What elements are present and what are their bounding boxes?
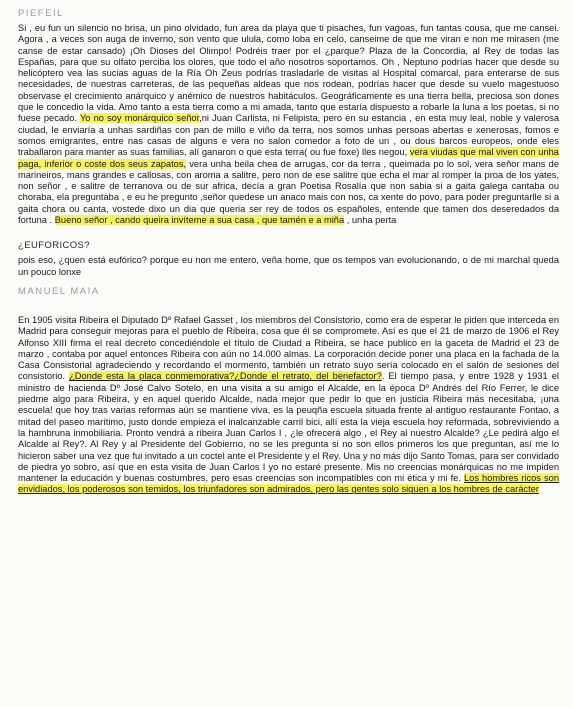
highlighted-text: vera viudas que mal viven con unha paga, inferior o coste dos seus zapatos,	[18, 147, 559, 169]
highlighted-text: Yo no soy monárquico señor	[79, 113, 200, 124]
body-text: . El tiempo pasa, y entre 1928 y 1931 el ministro de hacienda Dº José Calvo Sotelo, en una visita a su amigo el Alcalde, en la época Dº Andrés del Río Ferrer, le dice piedme algo para Ribeira, y en aquel querido Alcalde, nada mejor que pedir lo que en justicia Ribeira más necesitaba, ¡una escuela! que hoy tras varias reformas aún se mantiene viva, es la peuqña escuela situada frente al antiguo restaurante Fontao, a mitad del paseo marítimo, justo donde empieza el inalcanzable carril bici, allí esta la vieja escuela hoy reformada, sobreviviendo a la hambruna inmobiliaria. Pronto vendrá a ribeira Juan Carlos I , ¿le ofrecerá algo , el Rey al nuestro Alcalde? ¿Le pedirá algo el Alcalde al Rey?. Al Rey y al Presidente del Gobierno, no se les pregunta si no son ellos primeros los que preguntan, así me lo hicieron saber una vez que fui invitado a un coctel ante el Presidente y el Rey. Una y no más dijo Santo Tomas, para ser convidado de piedra yo sobro, así que en esta visita de Juan Carlos I yo no estaré presente. Mis no creencias monárquicas no me impiden mantener la educación y buenas costumbres, pero esas creencias son incompatibles con mi ética y mi fe.	[18, 371, 559, 484]
highlighted-text: Bueno señor , cando queira invíteme a sua casa , que tamén e a miña	[54, 215, 345, 226]
highlighted-text: ¿Donde esta la placa conmemorativa?¿Donde el retrato, del benefactor?	[69, 371, 382, 382]
section-euforicos	[18, 240, 559, 278]
body-text: Si , eu fun un silencio no brisa, un pino olvidado, fun area da playa que ti pisaches, fun vagoas, fun tantas cousa, que me cansei. Agora , a veces son auga de inverno, son vento que ulula, como loba en celo, canseime de que me viran e non me mirasen (me canse de estar cansado) ¡Oh Dioses del Olimpo! Podréis traer por el ¿parque? Plaza de la Concordia, al Rey de todas las Españas, para que su olfato perciba los olores, que todo el año nosotros soportamos. Oh , Neptuno podrías hacer que desde su helicóptero vea las sucias aguas de la Ría Oh Zeus podrías trasladarle de visitas al Hospital comarcal, para enterarse de sus necesidades, de nuestras carreteras, de las pequeñas aldeas que nos rodean, podrías hacer que desde su vuelo magestuoso observase el crecimiento anárquico y anémico de nuestros habitáculos. Geográficamente es una tierra bella, preciosa son dones que le concedio la vida. Amo tanto a esta tierra como a mi amada, tanto que estaría dispuesto a robarle la luna a los poetas, si no fuese pecado.	[18, 23, 559, 124]
section-manuel-maia	[18, 286, 559, 496]
body-text: pois eso, ¿quen está eufórico? porque eu non me entero, veña home, que os tempos van evolucionando, o de mi marchal queda un pouco lonxe	[18, 255, 559, 277]
body-text: ,ni Juan Carlista, ni Felipista, pero en su estancia , en esta muy leal, noble y valerosa ciudad, le enviaría a unhas sardiñas con pan de millo e viño da terra, nos somos unhas persoas abertas e xenerosas, fomos e somos emigrantes, entre nas casas de alguns e vera no salon comedor a foto de un , ou dous barcos europeos, onde eles traballaron para manter as suas familias, alí ganaron o que esta terra( ou fue foxe) lles negou,	[18, 113, 560, 158]
section-title: MANUEL MAIA	[18, 285, 100, 297]
section-title: ¿EUFORICOS?	[18, 240, 90, 252]
body-text: En 1905 visita Ribeira el Diputado Dº Rafael Gasset , los miembros del Consistorio, como era de esperar le piden que interceda en Madrid para conseguir mejoras para el pueblo de Ribeira, cosa que él se compromete. Así es que el 21 de marzo de 1906 el Rey Alfonso XIII firma el real decreto concediéndole el título de Ciudad a Ribeira, se hace publico en la gaceta de Madrid el 23 de marzo , contaba por aquel entonces Ribeira con aún no 14.000 almas. La corporación decide poner una placa en la fachada de la Casa Consistorial agradeciendo y recordando el mormento, también un retrato suyo sería colocado en el salón de sesiones del consistorio.	[18, 314, 559, 382]
highlighted-text: Los hombres ricos son envidiados, los poderosos son temidos, los triunfadores son admirados, pero las gentes solo siguen a los hombres de carácter	[18, 473, 559, 495]
body-text: vera unha beila chea de arrugas, cor da terra , queimada po lo sol, vera señor mans de marineiros, mans grandes e callosas, con aroma a salitre, pero non de ese salitre que echa el mar al romper la proa de los yates, non señor , e salitre de terranova ou de sur africa, decía a gran Poetisa Rosalía que non sabia si a gaita galega cantaba ou choraba, ela preguntaba , e eu he pregunto ,señor quedese un anaco mais con nos, ca xente do povo, para poder preguntarlle si a gaita chora ou canta, vostede dixo un dia que queria ser rey de todos os españoles, entende que tamen dos deseredados da fortuna .	[18, 158, 560, 226]
section-piefeil	[18, 8, 559, 226]
section-body	[18, 23, 559, 226]
body-text: , unha perta	[344, 215, 397, 226]
section-title: PIEFEIL	[18, 8, 64, 19]
section-body	[18, 255, 559, 278]
section-body	[18, 315, 559, 496]
